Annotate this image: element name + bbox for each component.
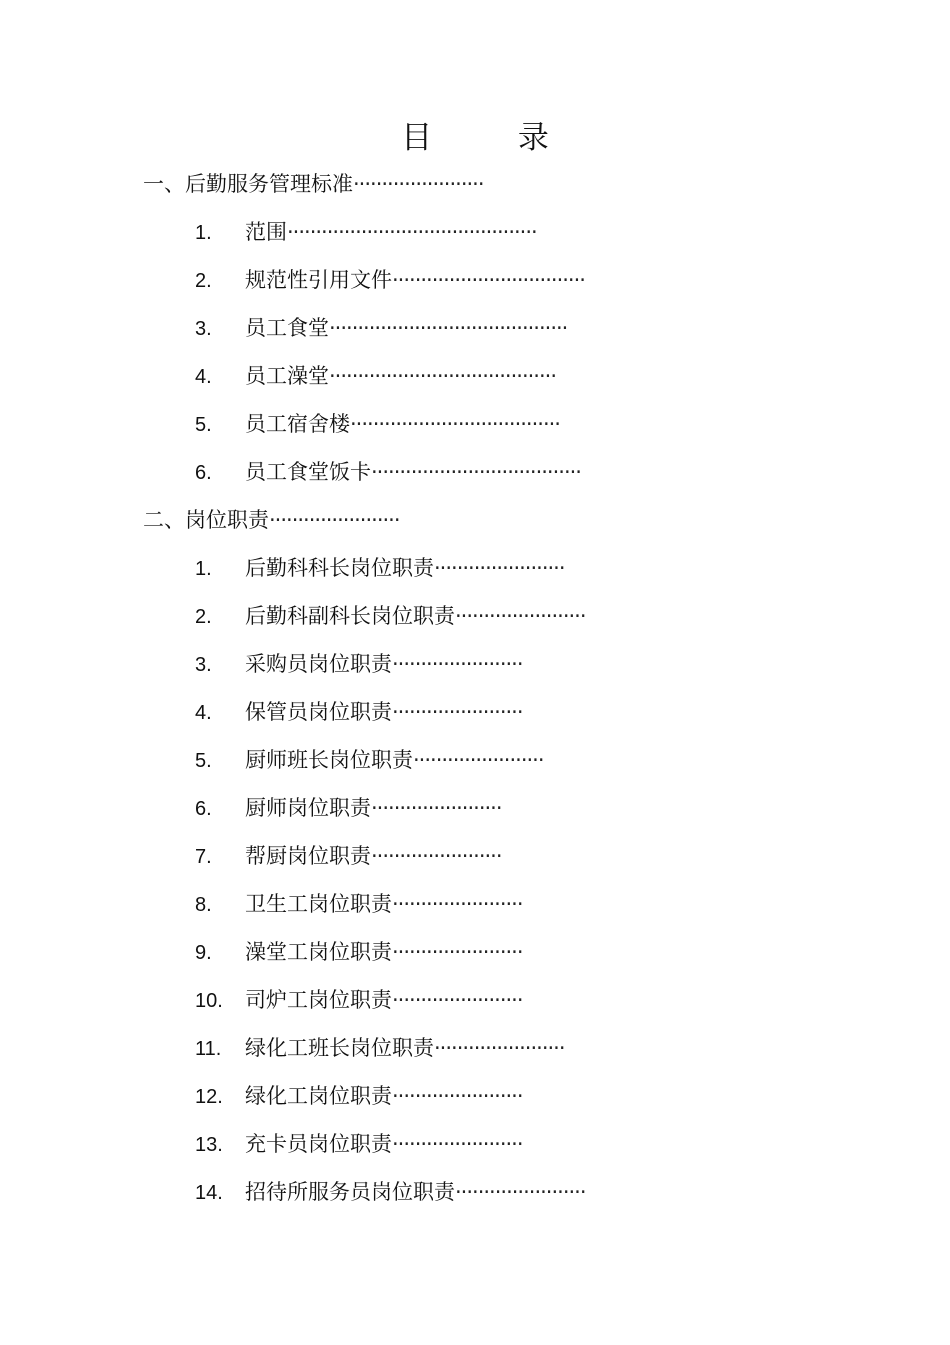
toc-item-number: 12. — [195, 1086, 223, 1108]
toc-item[interactable] — [195, 218, 537, 247]
toc-leader-dots: ······················· — [392, 700, 523, 724]
toc-leader-dots: ·································· — [392, 268, 585, 292]
toc-item-label: 后勤科科长岗位职责 — [245, 556, 434, 580]
toc-item[interactable] — [195, 602, 586, 631]
toc-item-label: 员工宿舍楼 — [245, 412, 350, 436]
toc-leader-dots: ······················· — [392, 940, 523, 964]
toc-item[interactable] — [195, 890, 523, 919]
toc-item[interactable] — [195, 1034, 565, 1063]
toc-item-number: 6. — [195, 798, 212, 820]
toc-leader-dots: ····································· — [350, 412, 560, 436]
toc-item-label: 员工澡堂 — [245, 364, 329, 388]
toc-item-number: 3. — [195, 318, 212, 340]
toc-leader-dots: ····································· — [371, 460, 581, 484]
toc-item-number: 2. — [195, 270, 212, 292]
toc-item[interactable] — [195, 410, 560, 439]
toc-item-label: 厨师岗位职责 — [245, 796, 371, 820]
toc-item-label: 卫生工岗位职责 — [245, 892, 392, 916]
toc-item-label: 帮厨岗位职责 — [245, 844, 371, 868]
toc-item-label: 员工食堂饭卡 — [245, 460, 371, 484]
toc-item[interactable] — [195, 746, 544, 775]
toc-item[interactable] — [195, 650, 523, 679]
toc-item-number: 8. — [195, 894, 212, 916]
toc-item[interactable] — [195, 458, 581, 487]
toc-item-number: 3. — [195, 654, 212, 676]
toc-item-number: 4. — [195, 366, 212, 388]
toc-leader-dots: ········································ — [329, 364, 557, 388]
toc-item-label: 保管员岗位职责 — [245, 700, 392, 724]
toc-item-label: 司炉工岗位职责 — [245, 988, 392, 1012]
toc-item-number: 9. — [195, 942, 212, 964]
toc-item-number: 10. — [195, 990, 223, 1012]
toc-item-label: 厨师班长岗位职责 — [245, 748, 413, 772]
toc-item-number: 1. — [195, 558, 212, 580]
toc-item-number: 1. — [195, 222, 212, 244]
toc-leader-dots: ······················· — [371, 844, 502, 868]
toc-item[interactable] — [195, 1130, 523, 1159]
toc-item-number: 14. — [195, 1182, 223, 1204]
toc-leader-dots: ·········································· — [329, 316, 568, 340]
toc-leader-dots: ······················· — [353, 172, 484, 196]
toc-item[interactable] — [195, 1082, 523, 1111]
toc-item-label: 招待所服务员岗位职责 — [245, 1180, 455, 1204]
toc-item[interactable] — [195, 1178, 586, 1207]
toc-item-label: 规范性引用文件 — [245, 268, 392, 292]
toc-leader-dots: ······················· — [434, 556, 565, 580]
toc-item-number: 2. — [195, 606, 212, 628]
toc-section[interactable] — [143, 506, 400, 534]
toc-item-number: 13. — [195, 1134, 223, 1156]
toc-leader-dots: ······················· — [434, 1036, 565, 1060]
toc-leader-dots: ······················· — [392, 652, 523, 676]
toc-item[interactable] — [195, 938, 523, 967]
toc-leader-dots: ······················· — [371, 796, 502, 820]
toc-item-number: 6. — [195, 462, 212, 484]
toc-item-label: 后勤科副科长岗位职责 — [245, 604, 455, 628]
toc-item[interactable] — [195, 266, 585, 295]
toc-item[interactable] — [195, 314, 567, 343]
toc-item-number: 7. — [195, 846, 212, 868]
toc-item-label: 绿化工岗位职责 — [245, 1084, 392, 1108]
toc-item[interactable] — [195, 986, 523, 1015]
toc-item-label: 澡堂工岗位职责 — [245, 940, 392, 964]
toc-section[interactable] — [143, 170, 484, 198]
toc-item[interactable] — [195, 794, 502, 823]
toc-item-number: 11. — [195, 1038, 222, 1060]
toc-item-number: 5. — [195, 414, 212, 436]
toc-item[interactable] — [195, 554, 565, 583]
toc-leader-dots: ······················· — [392, 1084, 523, 1108]
toc-leader-dots: ······················· — [269, 508, 400, 532]
toc-item-label: 充卡员岗位职责 — [245, 1132, 392, 1156]
toc-leader-dots: ······················· — [392, 988, 523, 1012]
toc-item[interactable] — [195, 842, 502, 871]
toc-item[interactable] — [195, 698, 523, 727]
toc-item-number: 4. — [195, 702, 212, 724]
toc-item-label: 绿化工班长岗位职责 — [245, 1036, 434, 1060]
toc-leader-dots: ······················· — [392, 892, 523, 916]
toc-leader-dots: ······················· — [392, 1132, 523, 1156]
toc-leader-dots: ······················· — [413, 748, 544, 772]
toc-leader-dots: ······················· — [455, 604, 586, 628]
toc-item[interactable] — [195, 362, 556, 391]
toc-section-label: 一、后勤服务管理标准 — [143, 172, 353, 196]
page-title: 目 录 — [401, 120, 587, 156]
toc-section-label: 二、岗位职责 — [143, 508, 269, 532]
toc-leader-dots: ············································ — [287, 220, 537, 244]
toc-item-label: 采购员岗位职责 — [245, 652, 392, 676]
toc-leader-dots: ······················· — [455, 1180, 586, 1204]
toc-item-number: 5. — [195, 750, 212, 772]
toc-item-label: 员工食堂 — [245, 316, 329, 340]
toc-item-label: 范围 — [245, 220, 287, 244]
